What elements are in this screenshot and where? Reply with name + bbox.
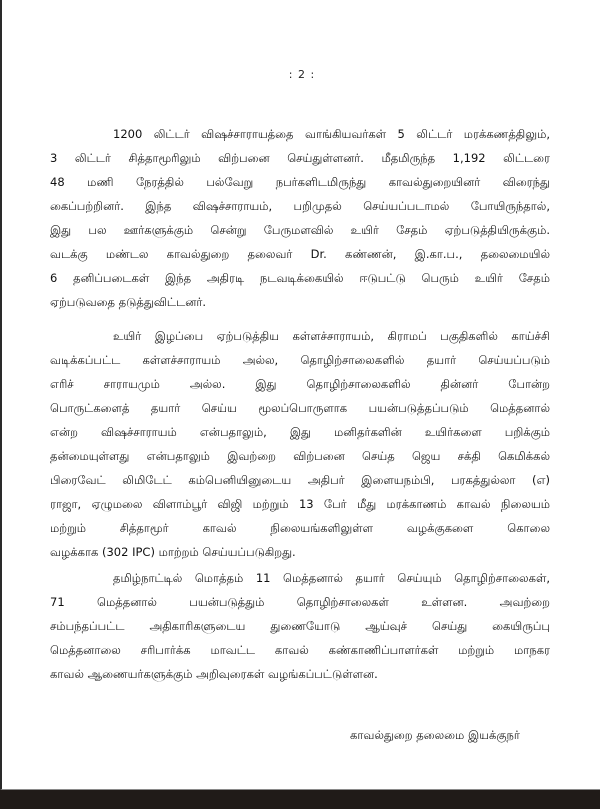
paragraph-line: மற்றும் சித்தாமூர் காவல் நிலையங்களிலுள்ள வழக்குகளை கொலை [50, 521, 550, 535]
paragraph-1 [50, 122, 550, 314]
paragraph-line: தன்மையுள்ளது என்பதாலும் இவற்றை விற்பனை செய்த ஜெய சக்தி கெமிக்கல் [50, 449, 550, 463]
page-number: : 2 : [288, 68, 316, 81]
paragraph-line: கைப்பற்றினர். இந்த விஷச்சாராயம், பறிமுதல் செய்யப்படாமல் போயிருந்தால், [50, 199, 550, 213]
paragraph-line: வழக்காக (302 IPC) மாற்றம் செய்யப்படுகிறது. [50, 545, 296, 559]
paragraph-3 [50, 566, 550, 686]
paragraph-line: 6 தனிப்படைகள் இந்த அதிரடி நடவடிக்கையில் ஈடுபட்டு பெரும் உயிர் சேதம் [50, 271, 550, 285]
paragraph-2 [50, 324, 550, 564]
paragraph-line: தமிழ்நாட்டில் மொத்தம் 11 மெத்தனால் தயார் செய்யும் தொழிற்சாலைகள், [113, 571, 550, 585]
paragraph-line: வடிக்கப்பட்ட கள்ளச்சாராயம் அல்ல, தொழிற்சாலைகளில் தயார் செய்யப்படும் [50, 353, 550, 367]
paragraph-line: 71 மெத்தனால் பயன்படுத்தும் தொழிற்சாலைகள் உள்ளன. அவற்றை [50, 595, 550, 609]
paragraph-line: இது பல ஊர்களுக்கும் சென்று பேருமளவில் உயிர் சேதம் ஏற்படுத்தியிருக்கும். [50, 223, 550, 237]
page-bottom-border [0, 790, 600, 809]
paragraph-line: ராஜா, ஏழுமலை விளாம்பூர் விஜி மற்றும் 13 பேர் மீது மரக்காணம் காவல் நிலையம் [50, 497, 550, 511]
paragraph-line: 1200 லிட்டர் விஷச்சாராயத்தை வாங்கியவர்கள் 5 லிட்டர் மரக்கணத்திலும், [113, 127, 550, 141]
paragraph-line: மெத்தனாலை சரிபார்க்க மாவட்ட காவல் கண்காணிப்பாளர்கள் மற்றும் மாநகர [50, 643, 550, 657]
paragraph-line: பிரைவேட் லிமிடேட் கம்பெனியினுடைய அதிபர் இளையநம்பி, பரகத்துல்லா (எ) [50, 473, 550, 487]
paragraph-line: என்ற விஷச்சாராயம் என்பதாலும், இது மனிதர்களின் உயிர்களை பறிக்கும் [50, 425, 550, 439]
paragraph-line: சம்பந்தப்பட்ட அதிகாரிகளுடைய துணையோடு ஆய்வுச் செய்து கையிருப்பு [50, 619, 550, 633]
paragraph-line: 3 லிட்டர் சித்தாமூரிலும் விற்பனை செய்துள்ளனர். மீதமிருந்த 1,192 லிட்டரை [50, 151, 550, 165]
paragraph-line: 48 மணி நேரத்தில் பல்வேறு நபர்களிடமிருந்து காவல்துறையினர் விரைந்து [50, 175, 550, 189]
paragraph-line: வடக்கு மண்டல காவல்துறை தலைவர் Dr. கண்ணன், இ.கா.ப., தலைமையில் [50, 247, 550, 261]
signature-title: காவல்துறை தலைமை இயக்குநர் [350, 728, 520, 742]
paragraph-line: காவல் ஆணையர்களுக்கும் அறிவுரைகள் வழங்கப்பட்டுள்ளன. [50, 667, 378, 681]
paragraph-line: எரிச் சாராயமும் அல்ல. இது தொழிற்சாலைகளில் தின்னர் போன்ற [50, 377, 550, 391]
paragraph-line: உயிர் இழப்பை ஏற்படுத்திய கள்ளச்சாராயம், கிராமப் பகுதிகளில் காய்ச்சி [113, 329, 550, 343]
paragraph-line: பொருட்களைத் தயார் செய்ய மூலப்பொருளாக பயன்படுத்தப்படும் மெத்தனால் [50, 401, 550, 415]
paragraph-line: ஏற்படுவதை தடுத்துவிட்டனர். [50, 295, 207, 309]
